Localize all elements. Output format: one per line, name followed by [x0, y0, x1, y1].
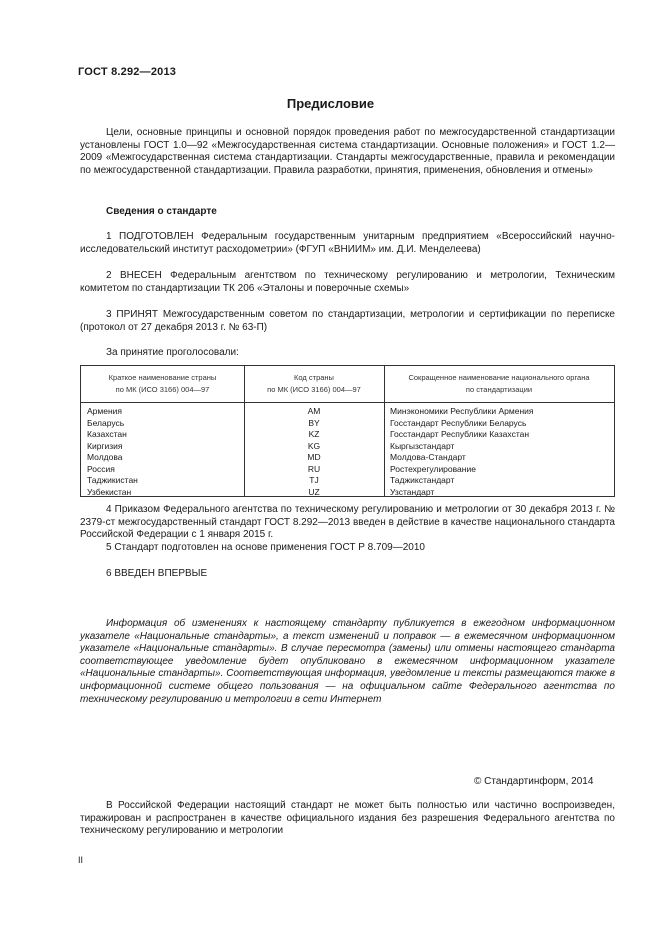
item-2-introduced: 2 ВНЕСЕН Федеральным агентством по техническому регулированию и метрологии, Техническим комитетом по стандартизации ТК 206 «Эталоны и поверочные схемы» — [80, 270, 615, 294]
header-country-line2: по МК (ИСО 3166) 004—97 — [115, 385, 210, 394]
item-5-basis: 5 Стандарт подготовлен на основе применения ГОСТ Р 8.709—2010 — [106, 542, 425, 553]
changes-notice: Информация об изменениях к настоящему стандарту публикуется в ежегодном информационном указателе «Национальные стандарты», а текст изменений и поправок — в ежемесячном информационном указателе «Национальные стандарты». В случае пересмотра (замены) или отмены настоящего стандарта соответствующее уведомление будет опубликовано в ежемесячном информационном указателе «Национальные стандарты». Соответствующая информация, уведомление и тексты размещаются также в информационной системе общего пользования — на официальном сайте Федерального агентства по техническому регулированию и метрологии в сети Интернет — [80, 618, 615, 705]
agency-cell: Молдова-Стандарт — [390, 452, 466, 462]
agency-cell: Минэкономики Республики Армения — [390, 406, 534, 416]
agency-cell: Таджикстандарт — [390, 475, 455, 485]
country-cell: Россия — [87, 463, 115, 474]
code-cell: KG — [307, 440, 321, 451]
country-cell: Узбекистан — [87, 486, 132, 497]
code-cell: MD — [307, 452, 321, 462]
header-country-line1: Краткое наименование страны — [108, 373, 217, 382]
agency-cell: Узстандарт — [390, 486, 435, 497]
document-code-header: ГОСТ 8.292—2013 — [78, 66, 177, 78]
intro-paragraph: Цели, основные принципы и основной порядок проведения работ по межгосударственной стандартизации установлены ГОСТ 1.0—92 «Межгосударственная система стандартизации. Основные положения» и ГОСТ 1.2—2009 «Межгосударственная система стандартизации. Стандарты межгосударственные, правила и рекомендации по межгосударственной стандартизации. Правила разработки, принятия, применения, обновления и отмены» — [80, 127, 615, 176]
code-cell: AM — [307, 406, 321, 416]
country-cell: Армения — [87, 406, 123, 416]
country-cell: Казахстан — [87, 429, 127, 439]
item-4-order: 4 Приказом Федерального агентства по техническому регулированию и метрологии от 30 декабря 2013 г. № 2379-ст межгосударственный стандарт ГОСТ 8.292—2013 введен в действие в качестве национального стандарта Российской Федерации с 1 января 2015 г. — [80, 504, 615, 541]
agency-cell: Кыргызстандарт — [390, 440, 455, 451]
item-6-first-introduced: 6 ВВЕДЕН ВПЕРВЫЕ — [106, 568, 208, 579]
code-column — [244, 406, 384, 498]
header-code-line2: по МК (ИСО 3166) 004—97 — [267, 385, 361, 394]
country-cell: Таджикистан — [87, 475, 138, 485]
copyright: © Стандартинформ, 2014 — [474, 776, 594, 787]
code-cell: KZ — [308, 429, 320, 439]
agency-cell: Госстандарт Республики Казахстан — [390, 429, 530, 439]
item-3-adopted: 3 ПРИНЯТ Межгосударственным советом по стандартизации, метрологии и сертификации по переписке (протокол от 27 декабря 2013 г. № 63-П) — [80, 309, 615, 333]
code-cell: RU — [307, 463, 321, 474]
page-number: II — [78, 855, 84, 865]
header-country — [81, 372, 244, 396]
page-title: Предисловие — [286, 96, 375, 111]
header-agency-line2: по стандартизации — [465, 385, 533, 394]
agency-cell: Госстандарт Республики Беларусь — [390, 417, 527, 428]
header-agency-line1: Сокращенное наименование национального органа — [408, 373, 590, 382]
header-code — [244, 372, 384, 396]
code-cell: BY — [308, 417, 320, 428]
code-cell: UZ — [308, 486, 320, 497]
rights-statement: В Российской Федерации настоящий стандарт не может быть полностью или частично воспроизведен, тиражирован и распространен в качестве официального издания без разрешения Федерального агентства по техническому регулированию и метрологии — [80, 800, 615, 837]
country-cell: Беларусь — [87, 417, 125, 428]
country-column — [87, 406, 138, 498]
agency-column — [390, 406, 534, 498]
country-cell: Молдова — [87, 452, 123, 462]
section-subheading: Сведения о стандарте — [106, 206, 217, 217]
agency-cell: Ростехрегулирование — [390, 463, 476, 474]
voting-table — [80, 365, 615, 497]
header-code-line1: Код страны — [294, 373, 334, 382]
code-cell: TJ — [309, 475, 319, 485]
header-agency — [384, 372, 614, 396]
item-1-prepared: 1 ПОДГОТОВЛЕН Федеральным государственным унитарным предприятием «Всероссийский научно-исследовательский институт расходометрии» (ФГУП «ВНИИМ» им. Д.И. Менделеева) — [80, 231, 615, 255]
country-cell: Киргизия — [87, 440, 123, 451]
voted-label: За принятие проголосовали: — [106, 347, 239, 358]
